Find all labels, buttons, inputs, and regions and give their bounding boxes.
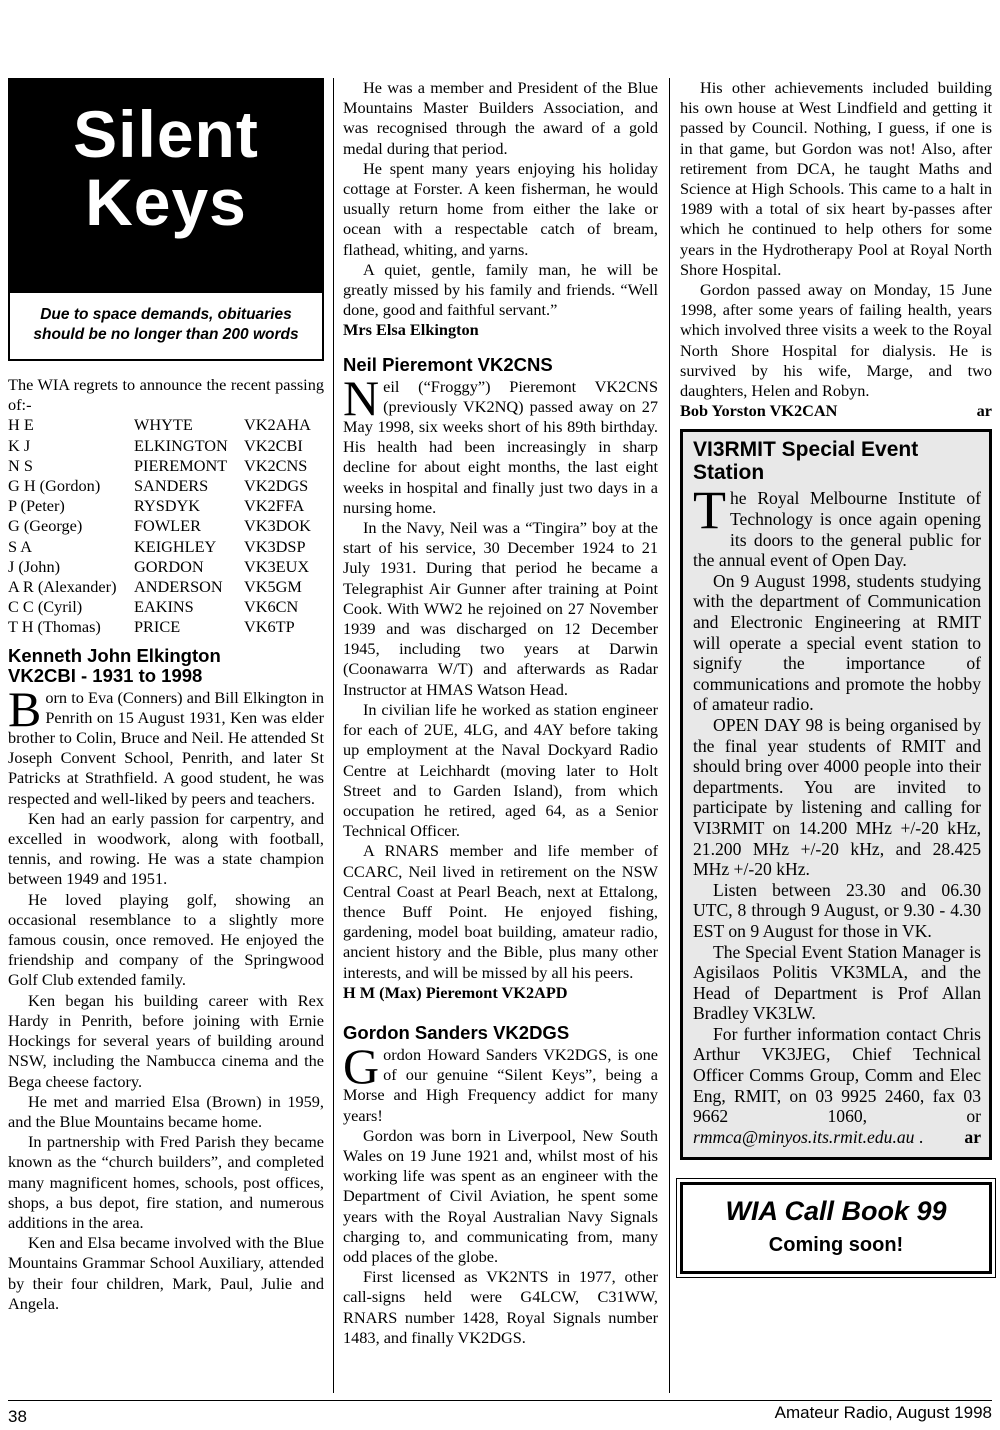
elkington-heading-line-1: Kenneth John Elkington <box>8 644 221 666</box>
silent-key-row <box>8 577 324 597</box>
dropcap-n: N <box>343 369 380 426</box>
key-initials: G (George) <box>8 516 83 536</box>
column-divider-2 <box>669 78 670 1393</box>
event-end-mark: ar <box>964 1126 981 1147</box>
key-surname: PIEREMONT <box>134 455 228 475</box>
paragraph: Ken began his building career with Rex Hardy in Penrith, before joining with Ernie Hockings for several years of building around NSW, including the Nambucca cinema and the Bega cheese factory. <box>8 990 324 1091</box>
key-surname: GORDON <box>134 556 204 576</box>
sanders-heading: Gordon Sanders VK2DGS <box>343 1021 570 1043</box>
paragraph: His other achievements included building his own house at West Lindfield and getting it passed by Council. Nothing, I guess, if one is in that game, but Gordon was not! Also, after retirement from DCA, he taught Maths and Science at High Schools. This came to a halt in 1989 with a total of six heart by-passes after which he continued to help others for some years in the Hydrotherapy Pool at Royal North Shore Hospital. <box>680 78 992 279</box>
end-mark: ar <box>976 401 992 421</box>
paragraph: Ken and Elsa became involved with the Blue Mountains Grammar School Auxiliary, attended by their four children, Mark, Paul, Julie and Angela. <box>8 1233 324 1313</box>
event-first-paragraph <box>693 480 981 571</box>
key-initials: H E <box>8 415 34 435</box>
paragraph: He met and married Elsa (Brown) in 1959, and the Blue Mountains became home. <box>8 1091 324 1131</box>
key-callsign: VK2AHA <box>244 415 311 435</box>
paragraph: On 9 August 1998, students studying with the department of Communication and Electronic Engineering at RMIT will operate a special event station to signify the importance of communications and promote the hobby of amateur radio. <box>693 570 981 715</box>
paragraph: In the Navy, Neil was a “Tingira” boy at the start of his service, 30 December 1924 to 21 July 1931. During that period he became a Telegraphist Air Gunner after training at Point Cook. With WW2 he rejoined on 27 November 1939 and was discharged on 12 December 1945, including two years at Darwin (Coonawarra W/T) and afterwards as Radar Instructor at HMAS Watson Head. <box>343 518 658 699</box>
elkington-heading-line-2: VK2CBI - 1931 to 1998 <box>8 664 203 686</box>
silent-key-row <box>8 415 324 435</box>
column-divider-1 <box>333 78 334 1393</box>
event-paragraphs <box>693 571 981 1024</box>
paragraph: In partnership with Fred Parish they became known as the “church builders”, and completed many magnificent homes, schools, post offices, shops, a bus depot, fire station, and numerous additions in the area. <box>8 1132 324 1232</box>
key-initials: S A <box>8 536 32 556</box>
key-callsign: VK3DSP <box>244 536 306 556</box>
key-surname: FOWLER <box>134 516 201 536</box>
column-2 <box>343 78 658 1348</box>
title-line-2: Keys <box>85 165 247 239</box>
key-callsign: VK2CBI <box>244 435 303 455</box>
dropcap-b: B <box>8 680 42 737</box>
event-last-end: . <box>914 1126 924 1147</box>
key-initials: K J <box>8 435 31 455</box>
key-callsign: VK2CNS <box>244 455 308 475</box>
paragraph: In civilian life he worked as station engineer for each of 2UE, 4LG, and 4AY before taking up employment at the Naval Dockyard Radio Centre at Leichhardt (moving later to Holt Street and to Garden Island), from which occupation he retired, aged 64, as a Senior Technical Officer. <box>343 699 658 841</box>
key-initials: A R (Alexander) <box>8 577 117 597</box>
special-event-box <box>680 429 992 1160</box>
key-initials: J (John) <box>8 556 61 576</box>
dropcap-t: T <box>693 480 726 541</box>
silent-key-row <box>8 617 324 637</box>
key-callsign: VK2FFA <box>244 496 305 516</box>
paragraph: He spent many years enjoying his holiday cottage at Forster. A keen fisherman, he would usually return home from either the lake or ocean with a respectable catch of bream, flathead, whiting, and yarns. <box>343 158 658 259</box>
column-1 <box>8 78 324 1314</box>
paragraph: A RNARS member and life member of CCARC, Neil lived in retirement on the NSW Central Coast at Pearl Beach, next at Ettalong, thence Buff Point. He enjoyed fishing, gardening, model boat building, amateur radio, ancient history and the Bible, plus many other interests, and will be missed by all his peers. <box>343 841 658 982</box>
key-callsign: VK3DOK <box>244 516 311 536</box>
elkington-signature: Mrs Elsa Elkington <box>343 320 479 340</box>
silent-key-row <box>8 537 324 557</box>
elkington-heading <box>8 646 324 686</box>
key-initials: N S <box>8 455 33 475</box>
sanders-signature: Bob Yorston VK2CAN <box>680 401 838 421</box>
publication-line: Amateur Radio, August 1998 <box>774 1403 992 1422</box>
space-note: Due to space demands, obituaries should be no longer than 200 words <box>8 293 324 361</box>
key-callsign: VK5GM <box>244 577 302 597</box>
page-footer <box>8 1400 992 1426</box>
key-callsign: VK2DGS <box>244 476 309 496</box>
elkington-first-text: orn to Eva (Conners) and Bill Elkington in Penrith on 15 August 1931, Ken was elder brother to Colin, Bruce and Neil. He attended St Joseph Convent School, Penrith, and later St Patricks at Strathfield. A good student, he was respected and well-liked by peers and teachers. <box>8 687 324 808</box>
page-number: 38 <box>8 1407 27 1426</box>
silent-key-row <box>8 597 324 617</box>
key-surname: KEIGHLEY <box>134 536 217 556</box>
key-surname: ANDERSON <box>134 577 223 597</box>
pieremont-paragraphs <box>343 518 658 983</box>
paragraph: A quiet, gentle, family man, he will be greatly missed by his family and friends. “Well done, good and faithful servant.” <box>343 259 658 320</box>
silent-key-row <box>8 436 324 456</box>
key-callsign: VK6CN <box>244 597 299 617</box>
event-heading: VI3RMIT Special Event Station <box>693 438 919 485</box>
key-initials: G H (Gordon) <box>8 476 101 496</box>
event-first-text: he Royal Melbourne Institute of Technology is once again opening its doors to the general public for the annual event of Open Day. <box>693 488 981 571</box>
silent-key-row <box>8 456 324 476</box>
key-surname: EAKINS <box>134 597 194 617</box>
silent-key-row <box>8 516 324 536</box>
key-surname: WHYTE <box>134 415 193 435</box>
column-3 <box>680 78 992 1274</box>
elkington-first-paragraph <box>8 680 324 809</box>
silent-key-row <box>8 496 324 516</box>
intro-text: The WIA regrets to announce the recent passing of:- <box>8 375 324 415</box>
key-initials: P (Peter) <box>8 496 65 516</box>
sanders-first-paragraph <box>343 1037 658 1126</box>
key-callsign: VK6TP <box>244 617 295 637</box>
event-email: rmmca@minyos.its.rmit.edu.au <box>693 1126 915 1147</box>
dropcap-g: G <box>343 1037 380 1094</box>
pieremont-first-text: eil (“Froggy”) Pieremont VK2CNS (previously VK2NQ) passed away on 27 May 1998, six weeks short of his 89th birthday. His health had been increasingly in sharp decline for about eight months, the last eight weeks in hospital and finally just two days in a nursing home. <box>343 376 658 517</box>
title-line-1: Silent <box>73 97 259 171</box>
key-surname: SANDERS <box>134 476 209 496</box>
sanders-paragraphs-cont <box>680 78 992 401</box>
paragraph: The Special Event Station Manager is Agisilaos Politis VK3MLA, and the Head of Department is Prof Allan Bradley VK3LW. <box>693 941 981 1024</box>
event-last-paragraph <box>693 1024 981 1148</box>
event-last-text: For further information contact Chris Arthur VK3JEG, Chief Technical Officer Comms Group, Comm and Elec Eng, RMIT, on 03 9925 2460, fax 03 9662 1060, or <box>693 1023 981 1127</box>
paragraph: OPEN DAY 98 is being organised by the final year students of RMIT and should bring over 4000 people into their departments. You are invited to participate by listening and calling for VI3RMIT on 14.200 MHz +/-20 kHz, 21.200 MHz +/-20 kHz, and 28.425 MHz +/-20 kHz. <box>693 714 981 880</box>
key-callsign: VK3EUX <box>244 556 310 576</box>
callbook-box <box>680 1182 992 1274</box>
paragraph: Gordon passed away on Monday, 15 June 1998, after some years of failing health, years which involved three visits a week to the Royal North Shore Hospital for dialysis. He is survived by his wife, Marge, and two daughters, Helen and Robyn. <box>680 280 992 401</box>
elkington-paragraphs-cont <box>343 78 658 320</box>
key-surname: ELKINGTON <box>134 435 228 455</box>
key-initials: T H (Thomas) <box>8 617 101 637</box>
pieremont-heading: Neil Pieremont VK2CNS <box>343 353 553 375</box>
key-surname: PRICE <box>134 617 181 637</box>
silent-key-row <box>8 476 324 496</box>
paragraph: Listen between 23.30 and 06.30 UTC, 8 through 9 August, or 9.30 - 4.30 EST on 9 August for those in VK. <box>693 879 981 941</box>
paragraph: Gordon was born in Liverpool, New South Wales on 19 June 1921 and, whilst most of his working life was spent as an engineer with the Department of Civil Aviation, he spent some years with the Royal Australian Navy Signals charging to, and communicating from, many odd places of the globe. <box>343 1125 658 1266</box>
callbook-title: WIA Call Book 99 <box>725 1196 947 1227</box>
silent-keys-table <box>8 415 324 637</box>
pieremont-signature: H M (Max) Pieremont VK2APD <box>343 982 568 1002</box>
silent-key-row <box>8 557 324 577</box>
paragraph: He loved playing golf, showing an occasional resemblance to a slightly more famous cousin, once removed. He enjoyed the friendship and company of the Springwood Golf Club extended family. <box>8 889 324 990</box>
pieremont-first-paragraph <box>343 369 658 518</box>
paragraph: Ken had an early passion for carpentry, and excelled in woodwork, along with football, tennis, and rowing. He was a state champion between 1949 and 1951. <box>8 808 324 889</box>
paragraph: First licensed as VK2NTS in 1977, other call-signs held were G4LCW, C31WW, RNARS number 1428, Royal Signals number 1483, and finally VK2DGS. <box>343 1267 658 1347</box>
key-surname: RYSDYK <box>134 496 201 516</box>
silent-keys-title-box <box>8 78 324 293</box>
sanders-first-text: ordon Howard Sanders VK2DGS, is one of our genuine “Silent Keys”, being a Morse and High Frequency addict for many years! <box>343 1044 658 1125</box>
sanders-signature-line <box>680 401 992 421</box>
paragraph: He was a member and President of the Blue Mountains Master Builders Association, and was recognised through the award of a gold medal during that period. <box>343 78 658 158</box>
sanders-paragraphs <box>343 1126 658 1348</box>
key-initials: C C (Cyril) <box>8 597 83 617</box>
callbook-subtitle: Coming soon! <box>768 1234 904 1257</box>
elkington-paragraphs <box>8 809 324 1314</box>
